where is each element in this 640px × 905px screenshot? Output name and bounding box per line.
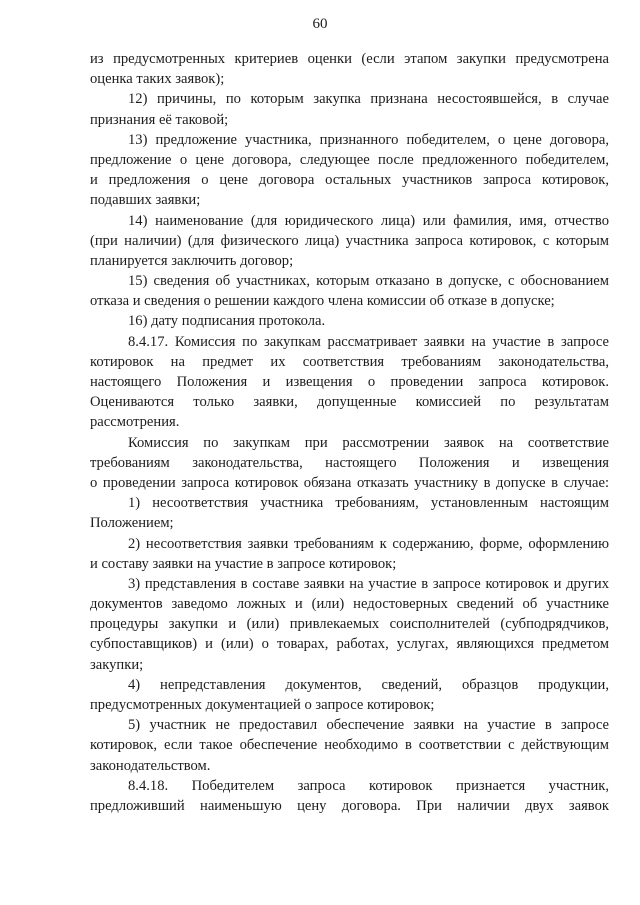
text-line: и предложения о цене договора остальных участников запроса котировок, <box>90 172 609 189</box>
text-line: субпоставщиков) и (или) о товарах, работах, услугах, являющихся предметом <box>90 636 609 653</box>
text-line: 13) предложение участника, признанного победителем, о цене договора, <box>128 131 609 148</box>
text-line: Оцениваются только заявки, допущенные комиссией по результатам <box>90 394 609 411</box>
text-line: оценка таких заявок); <box>90 71 225 88</box>
text-line: подавших заявки; <box>90 192 201 209</box>
text-line: 14) наименование (для юридического лица) или фамилия, имя, отчество <box>128 212 609 229</box>
text-line: 3) представления в составе заявки на участие в запросе котировок и других <box>128 575 609 592</box>
text-line: документов заведомо ложных и (или) недостоверных сведений об участнике <box>90 596 609 613</box>
text-line: о проведении запроса котировок обязана отказать участнику в допуске в случае: <box>90 474 609 491</box>
text-line: предложивший наименьшую цену договора. При наличии двух заявок <box>90 797 609 814</box>
text-line: 1) несоответствия участника требованиям, установленным настоящим <box>128 495 609 512</box>
text-line: Положением; <box>90 515 174 532</box>
text-line: 15) сведения об участниках, которым отказано в допуске, с обоснованием <box>128 273 609 290</box>
text-line: процедуры закупки и (или) привлекаемых соисполнителей (субподрядчиков, <box>90 616 609 633</box>
text-line: котировок на предмет их соответствия требованиям законодательства, <box>90 353 609 370</box>
text-line: 2) несоответствия заявки требованиям к содержанию, форме, оформлению <box>128 535 609 552</box>
text-line: из предусмотренных критериев оценки (если этапом закупки предусмотрена <box>90 51 609 67</box>
text-line: требованиям законодательства, настоящего Положения и извещения <box>90 454 609 471</box>
text-line: отказа и сведения о решении каждого члена комиссии об отказе в допуске; <box>90 293 555 310</box>
page-number: 60 <box>312 16 328 32</box>
text-line: Комиссия по закупкам при рассмотрении заявок на соответствие <box>128 434 609 451</box>
text-line: котировок, если такое обеспечение необходимо в соответствии с действующим <box>90 737 609 754</box>
text-line: рассмотрения. <box>90 414 180 431</box>
text-line: 8.4.18. Победителем запроса котировок признается участник, <box>128 777 609 794</box>
text-line: и составу заявки на участие в запросе котировок; <box>90 555 397 572</box>
text-line: предложение о цене договора, следующее после предложенного победителем, <box>90 151 609 168</box>
text-line: 5) участник не предоставил обеспечение заявки на участие в запросе <box>128 717 609 734</box>
text-line: 16) дату подписания протокола. <box>128 313 326 330</box>
text-line: признания её таковой; <box>90 111 229 128</box>
text-line: закупки; <box>90 656 144 673</box>
text-line: 8.4.17. Комиссия по закупкам рассматривает заявки на участие в запросе <box>128 333 609 350</box>
text-line: настоящего Положения и извещения о проведении запроса котировок. <box>90 374 609 390</box>
text-line: предусмотренных документацией о запросе котировок; <box>90 697 435 713</box>
text-line: (при наличии) (для физического лица) участника запроса котировок, с которым <box>90 232 609 249</box>
text-line: планируется заключить договор; <box>90 252 294 269</box>
document-body <box>90 49 609 816</box>
text-line: 4) непредставления документов, сведений, образцов продукции, <box>128 676 609 693</box>
text-line: законодательством. <box>90 757 211 774</box>
text-line: 12) причины, по которым закупка признана несостоявшейся, в случае <box>128 91 609 108</box>
